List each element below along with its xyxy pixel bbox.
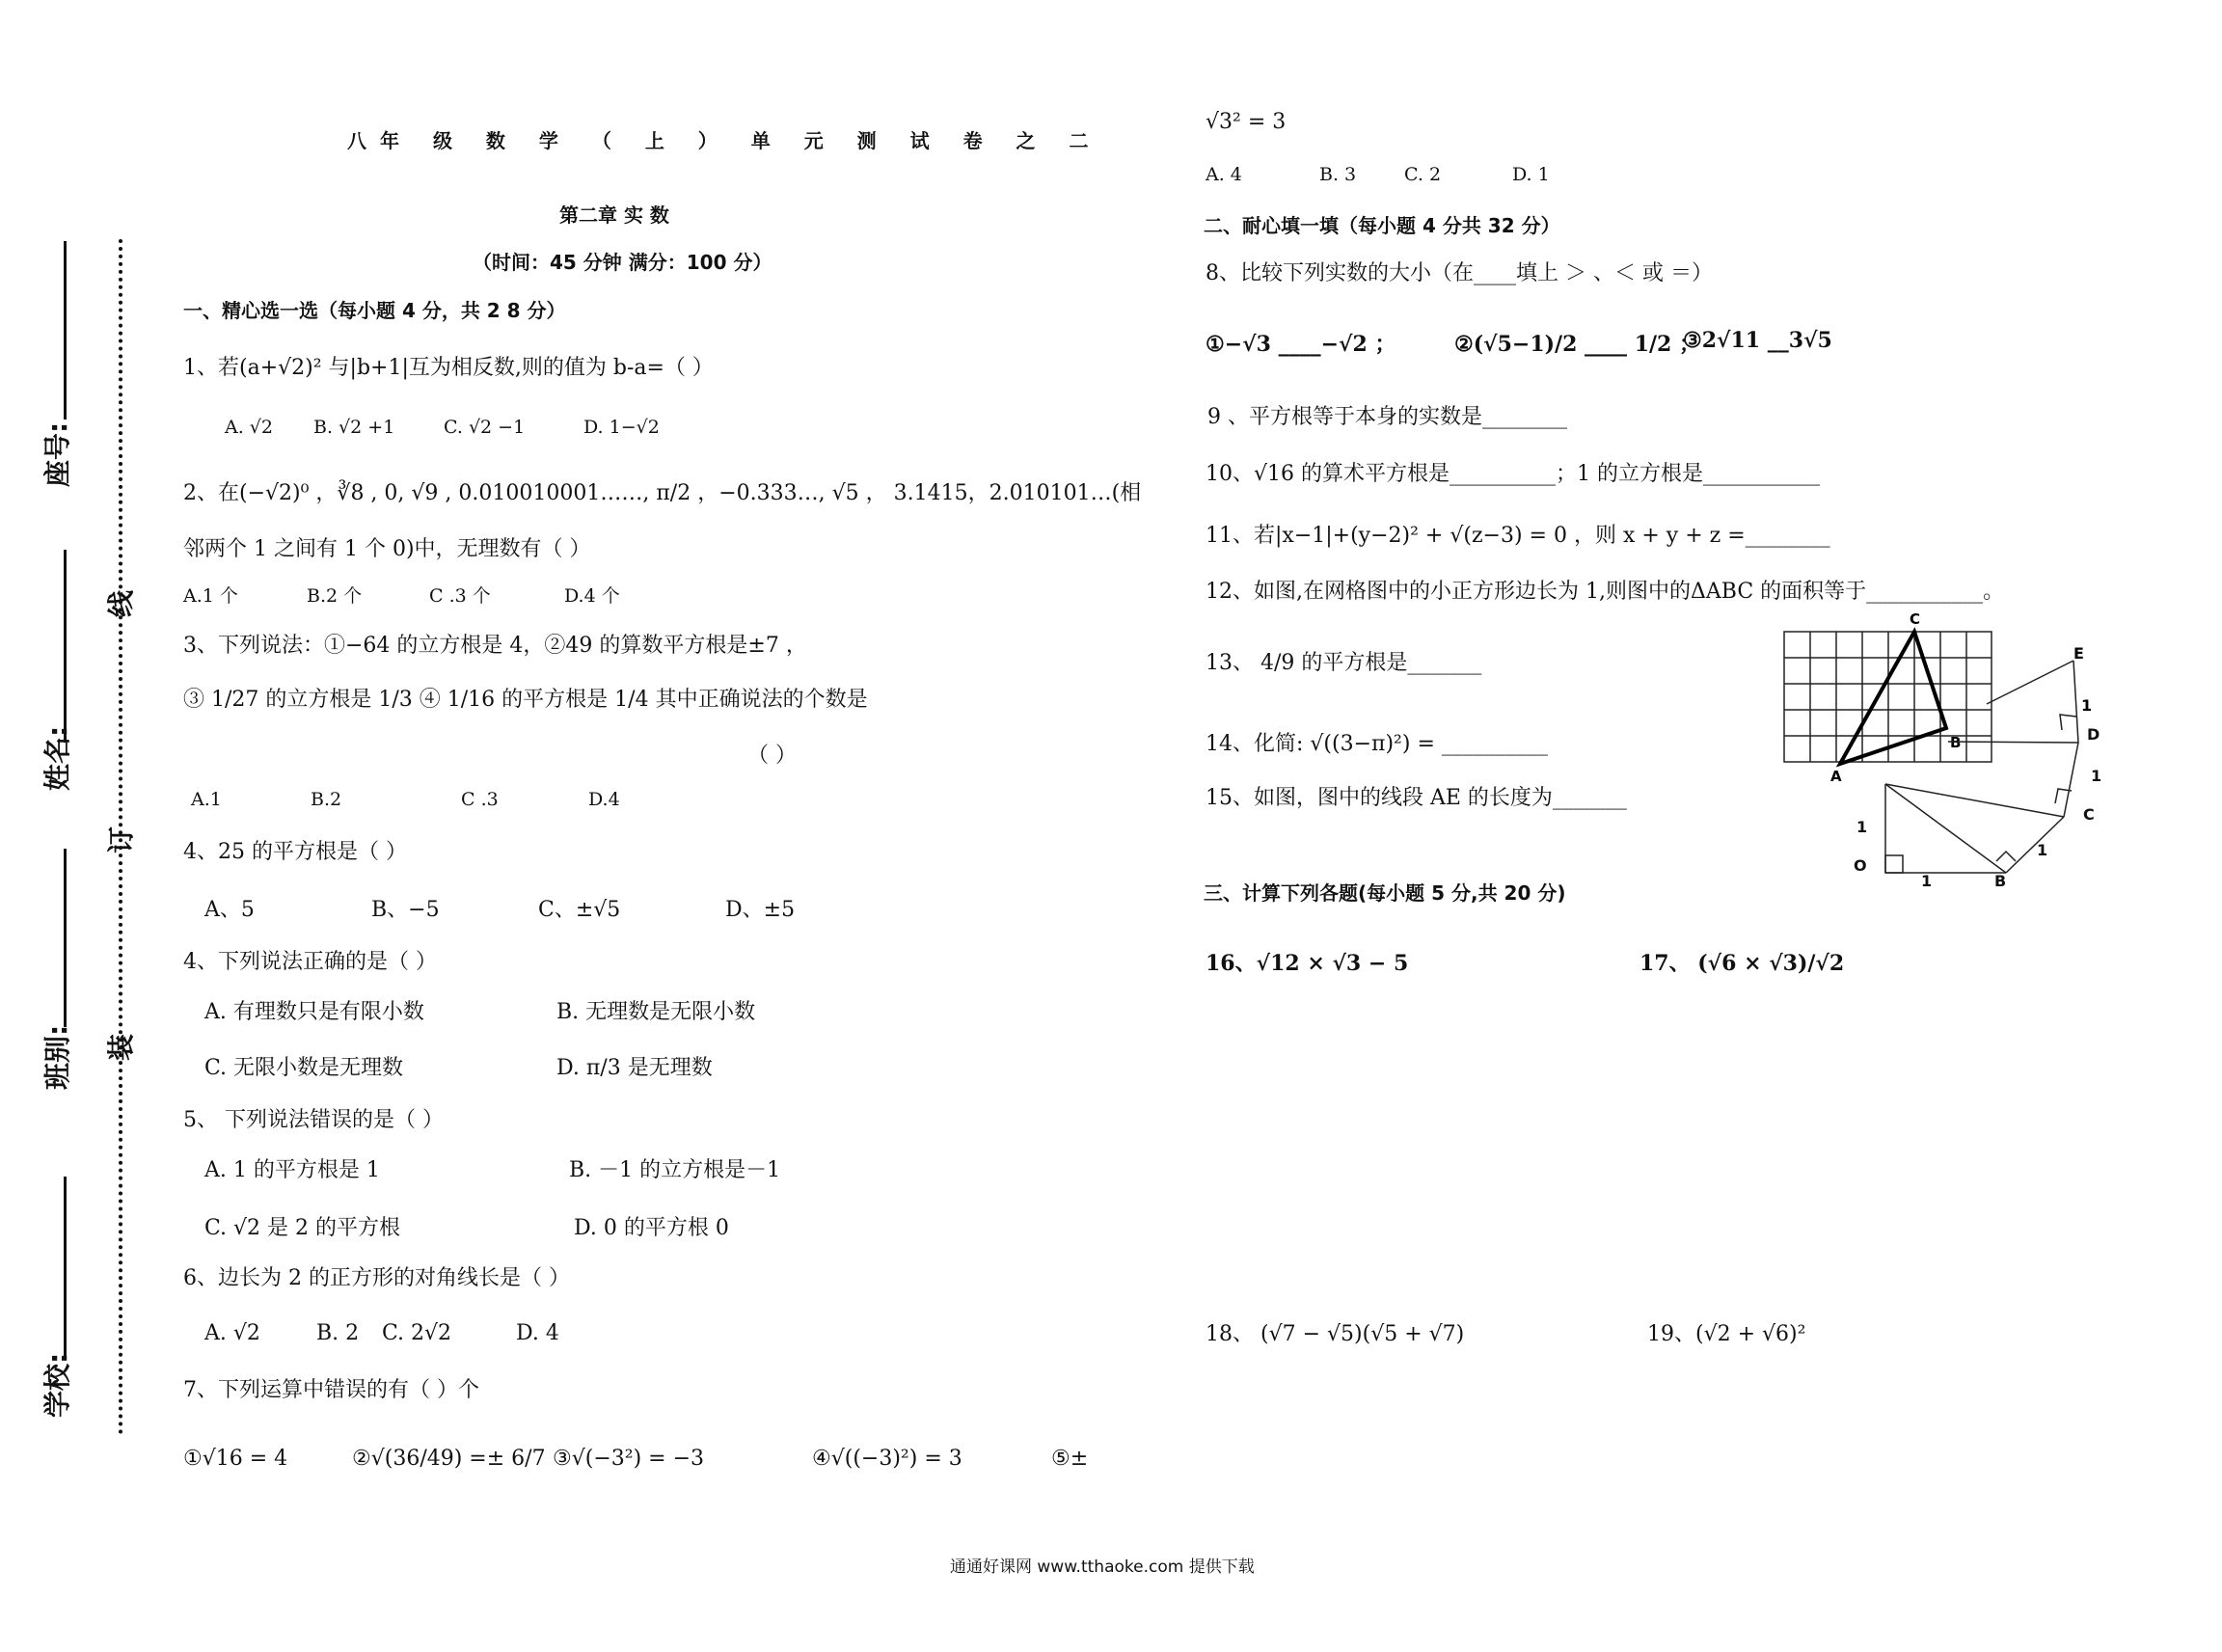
segment-ad — [1948, 742, 2078, 743]
question-16: 16、√12 × √3 − 5 — [1206, 951, 1409, 976]
question-4: 4、25 的平方根是（ ） — [183, 840, 407, 864]
grid-label-c: C — [1910, 610, 1921, 628]
spiral-figure — [1842, 641, 2093, 911]
spiral-label-c: C — [2083, 805, 2095, 824]
q7-choice-c: C. 2 — [1404, 164, 1442, 185]
q4-option-a: A、5 — [204, 898, 255, 922]
q8-item-3: ③2√11 __3√5 — [1683, 328, 1832, 353]
question-4b: 4、下列说法正确的是（ ） — [183, 950, 437, 974]
grid-label-b: B — [1950, 734, 1962, 751]
footer-credit: 通通好课网 www.tthaoke.com 提供下载 — [950, 1557, 1255, 1577]
q3-option-a: A.1 — [191, 789, 222, 810]
q5-option-a: A. 1 的平方根是 1 — [204, 1158, 380, 1182]
section-2-heading: 二、耐心填一填（每小题 4 分共 32 分） — [1204, 214, 1560, 237]
q6-option-a: A. √2 — [204, 1321, 260, 1345]
segment-cd — [2064, 743, 2078, 817]
question-1: 1、若(a+√2)² 与|b+1|互为相反数,则的值为 b-a=（ ） — [183, 356, 714, 380]
question-11: 11、若|x−1|+(y−2)² + √(z−3) = 0 ，则 x + y + z =________ — [1206, 524, 1830, 548]
q2-option-a: A.1 个 — [183, 585, 238, 607]
q3-option-d: D.4 — [588, 789, 620, 810]
q7-item-4: ④√((−3)²) = 3 — [812, 1447, 962, 1471]
q7-item-5: ⑤± — [1051, 1447, 1089, 1471]
section-3-heading: 三、计算下列各题(每小题 5 分,共 20 分) — [1204, 881, 1566, 905]
section-1-heading: 一、精心选一选（每小题 4 分，共 2 8 分） — [183, 299, 566, 322]
spiral-label-b: B — [1994, 872, 2007, 890]
spiral-label-oa: 1 — [1856, 818, 1868, 836]
q4b-option-c: C. 无限小数是无理数 — [204, 1056, 404, 1080]
q8-item-1: ①−√3 ____−√2 ； — [1206, 332, 1396, 357]
q2-option-c: C .3 个 — [429, 585, 491, 607]
q1-option-d: D. 1−√2 — [583, 417, 660, 438]
q6-option-c: C. 2√2 — [382, 1321, 452, 1345]
segment-bc — [2006, 817, 2064, 873]
school-label: 学校: — [41, 1352, 73, 1418]
q7-choice-a: A. 4 — [1206, 164, 1242, 185]
q7-item-2: ②√(36/49) =± 6/7 — [352, 1447, 546, 1471]
q5-option-b: B. －1 的立方根是－1 — [569, 1158, 781, 1182]
q8-item-2: ②(√5−1)/2 ____ 1/2 ； — [1454, 332, 1701, 357]
binding-bind-char: 订 — [105, 826, 137, 853]
q3-option-c: C .3 — [461, 789, 499, 810]
spiral-label-de: 1 — [2081, 696, 2093, 715]
q7-continued: √3² = 3 — [1206, 110, 1287, 134]
spiral-label-bc: 1 — [2037, 841, 2048, 859]
question-18: 18、 (√7 − √5)(√5 + √7) — [1206, 1322, 1465, 1346]
question-2-line-1: 2、在(−√2)⁰ ，∛8 , 0, √9 , 0.010010001……, π/2 ，−0.333…, √5 ， 3.1415，2.010101…(相 — [183, 481, 1142, 505]
spiral-label-e: E — [2073, 644, 2084, 663]
question-6: 6、边长为 2 的正方形的对角线长是（ ） — [183, 1266, 570, 1290]
binding-line-char: 线 — [105, 589, 137, 617]
margin-line-seat — [64, 241, 67, 420]
segment-de — [2073, 661, 2078, 743]
time-score: （时间：45 分钟 满分：100 分） — [473, 251, 772, 274]
question-17: 17、 (√6 × √3)/√2 — [1639, 951, 1845, 976]
question-19: 19、(√2 + √6)² — [1647, 1322, 1806, 1346]
q4b-option-b: B. 无理数是无限小数 — [556, 1000, 756, 1024]
q3-answer-paren: （ ） — [747, 744, 797, 768]
q7-choice-d: D. 1 — [1512, 164, 1550, 185]
q2-option-d: D.4 个 — [564, 585, 620, 607]
q5-option-c: C. √2 是 2 的平方根 — [204, 1216, 401, 1240]
q7-item-3: ③√(−3²) = −3 — [553, 1447, 705, 1471]
seat-label: 座号: — [41, 421, 73, 487]
question-14: 14、化简: √((3−π)²) = __________ — [1206, 732, 1548, 756]
q1-option-b: B. √2 +1 — [313, 417, 395, 438]
q1-option-c: C. √2 −1 — [444, 417, 526, 438]
q6-option-d: D. 4 — [516, 1321, 559, 1345]
chapter-title: 第二章 实 数 — [559, 203, 669, 227]
question-7: 7、下列运算中错误的有（ ）个 — [183, 1378, 479, 1402]
segment-ae — [1987, 661, 2073, 704]
q7-item-1: ①√16 = 4 — [183, 1447, 288, 1471]
question-10: 10、√16 的算术平方根是__________；1 的立方根是___________ — [1206, 462, 1820, 486]
q7-choice-b: B. 3 — [1319, 164, 1357, 185]
q5-option-d: D. 0 的平方根 0 — [574, 1216, 729, 1240]
segment-ac — [1885, 784, 2064, 817]
q4b-option-a: A. 有理数只是有限小数 — [204, 1000, 424, 1024]
q4-option-d: D、±5 — [725, 898, 796, 922]
spiral-label-cd: 1 — [2091, 767, 2102, 785]
class-label: 班别: — [41, 1024, 73, 1090]
q4-option-c: C、±√5 — [538, 898, 621, 922]
question-3-line-1: 3、下列说法：①−64 的立方根是 4，②49 的算数平方根是±7 ， — [183, 634, 807, 658]
name-label: 姓名: — [41, 725, 73, 791]
exam-title: 八年 级 数 学 （ 上 ） 单 元 测 试 卷 之 二 — [347, 129, 1102, 152]
question-3-line-2: ③ 1/27 的立方根是 1/3 ④ 1/16 的平方根是 1/4 其中正确说法的个数是 — [183, 688, 868, 712]
spiral-label-o: O — [1854, 856, 1867, 875]
q1-option-a: A. √2 — [225, 417, 273, 438]
q3-option-b: B.2 — [311, 789, 342, 810]
q4b-option-d: D. π/3 是无理数 — [556, 1056, 713, 1080]
spiral-label-ob: 1 — [1921, 872, 1933, 890]
margin-line-class — [64, 849, 67, 1027]
question-9: 9 、平方根等于本身的实数是________ — [1207, 405, 1567, 429]
margin-line-name — [64, 550, 67, 743]
question-2-line-2: 邻两个 1 之间有 1 个 0)中，无理数有（ ） — [183, 537, 591, 561]
question-8: 8、比较下列实数的大小（在____填上 ＞ 、＜ 或 ＝） — [1206, 261, 1713, 285]
question-12: 12、如图,在网格图中的小正方形边长为 1,则图中的ΔABC 的面积等于___________。 — [1206, 580, 2005, 604]
spiral-label-d: D — [2087, 725, 2100, 744]
question-13: 13、 4/9 的平方根是_______ — [1206, 651, 1482, 675]
grid-label-a: A — [1830, 768, 1842, 785]
q2-option-b: B.2 个 — [307, 585, 363, 607]
binding-install-char: 装 — [105, 1033, 137, 1061]
question-5: 5、 下列说法错误的是（ ） — [183, 1108, 444, 1132]
q6-option-b: B. 2 — [316, 1321, 360, 1345]
q4-option-b: B、−5 — [371, 898, 440, 922]
question-15: 15、如图，图中的线段 AE 的长度为_______ — [1206, 786, 1627, 810]
margin-line-school — [64, 1177, 67, 1360]
